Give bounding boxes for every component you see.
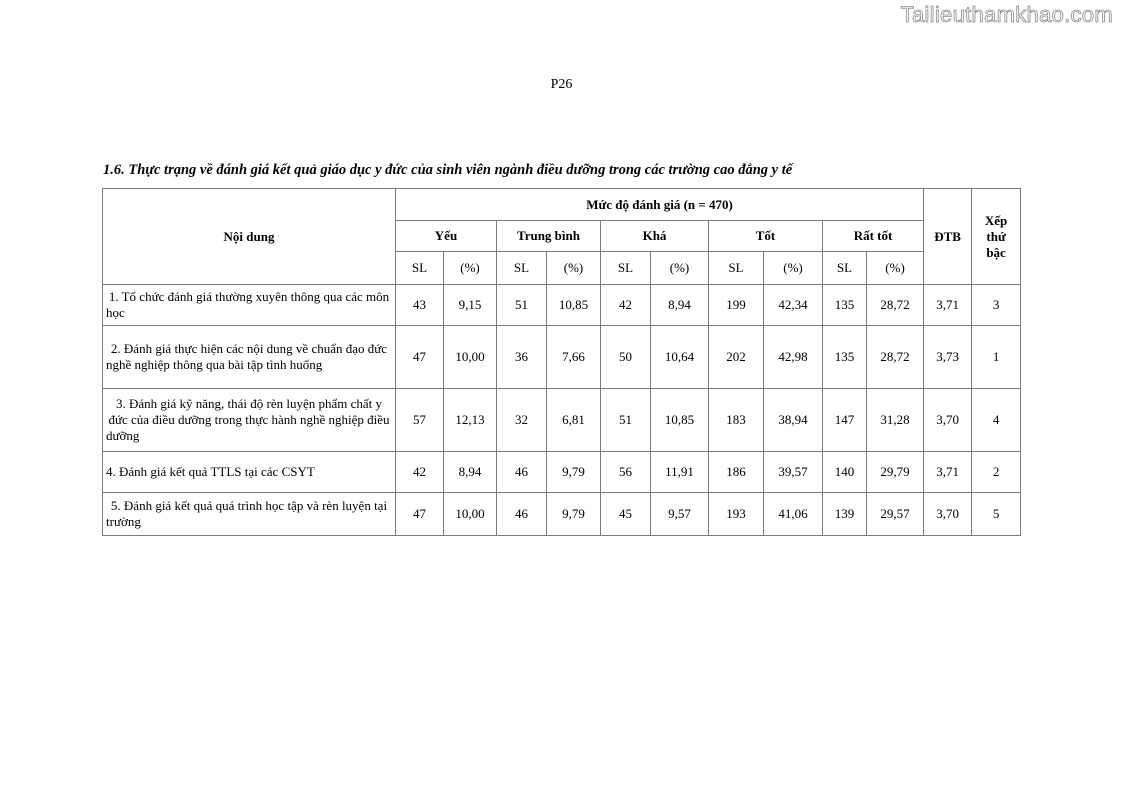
cell-value: 9,15	[444, 285, 497, 326]
cell-value: 202	[709, 326, 764, 389]
cell-value: 39,57	[764, 452, 823, 493]
cell-value: 56	[601, 452, 651, 493]
cell-value: 10,85	[651, 389, 709, 452]
sub-header: SL	[823, 252, 867, 285]
cell-dtb: 3,70	[924, 493, 972, 536]
cell-value: 42,98	[764, 326, 823, 389]
cell-value: 42	[396, 452, 444, 493]
cell-value: 10,85	[547, 285, 601, 326]
table-row	[103, 493, 1021, 536]
sub-header: (%)	[867, 252, 924, 285]
header-rank: Xếp thứ bậc	[972, 189, 1021, 285]
cell-value: 38,94	[764, 389, 823, 452]
cell-rank: 3	[972, 285, 1021, 326]
cell-value: 46	[497, 493, 547, 536]
header-level: Trung bình	[497, 221, 601, 252]
cell-value: 10,00	[444, 326, 497, 389]
table-row	[103, 326, 1021, 389]
watermark: Tailieuthamkhao.com	[900, 2, 1113, 27]
cell-value: 28,72	[867, 285, 924, 326]
evaluation-table	[102, 188, 1021, 536]
cell-value: 42	[601, 285, 651, 326]
cell-rank: 5	[972, 493, 1021, 536]
sub-header: (%)	[444, 252, 497, 285]
cell-value: 10,64	[651, 326, 709, 389]
cell-value: 41,06	[764, 493, 823, 536]
cell-dtb: 3,70	[924, 389, 972, 452]
sub-header: (%)	[764, 252, 823, 285]
cell-rank: 2	[972, 452, 1021, 493]
cell-value: 12,13	[444, 389, 497, 452]
cell-dtb: 3,71	[924, 452, 972, 493]
cell-value: 186	[709, 452, 764, 493]
sub-header: (%)	[651, 252, 709, 285]
cell-value: 57	[396, 389, 444, 452]
header-dtb: ĐTB	[924, 189, 972, 285]
cell-value: 9,79	[547, 452, 601, 493]
cell-dtb: 3,73	[924, 326, 972, 389]
cell-value: 45	[601, 493, 651, 536]
cell-value: 32	[497, 389, 547, 452]
cell-value: 11,91	[651, 452, 709, 493]
cell-value: 43	[396, 285, 444, 326]
cell-value: 51	[497, 285, 547, 326]
sub-header: (%)	[547, 252, 601, 285]
cell-value: 36	[497, 326, 547, 389]
cell-rank: 4	[972, 389, 1021, 452]
sub-header: SL	[601, 252, 651, 285]
page-number: P26	[550, 77, 573, 92]
cell-value: 9,57	[651, 493, 709, 536]
header-row-group	[103, 189, 1021, 221]
row-content: 1. Tổ chức đánh giá thường xuyên thông qua các môn học	[103, 285, 396, 326]
cell-value: 29,57	[867, 493, 924, 536]
header-content: Nội dung	[103, 189, 396, 285]
cell-value: 31,28	[867, 389, 924, 452]
cell-value: 193	[709, 493, 764, 536]
cell-value: 135	[823, 326, 867, 389]
table-row	[103, 285, 1021, 326]
cell-value: 183	[709, 389, 764, 452]
header-rating-group: Mức độ đánh giá (n = 470)	[396, 189, 924, 221]
cell-value: 51	[601, 389, 651, 452]
cell-value: 139	[823, 493, 867, 536]
row-content: 3. Đánh giá kỹ năng, thái độ rèn luyện phẩm chất y đức của điều dưỡng trong thực hành nghề nghiệp điều dưỡng	[103, 389, 396, 452]
cell-value: 29,79	[867, 452, 924, 493]
cell-value: 147	[823, 389, 867, 452]
cell-value: 10,00	[444, 493, 497, 536]
table-row	[103, 389, 1021, 452]
cell-value: 6,81	[547, 389, 601, 452]
sub-header: SL	[497, 252, 547, 285]
cell-value: 8,94	[651, 285, 709, 326]
header-level: Khá	[601, 221, 709, 252]
cell-value: 9,79	[547, 493, 601, 536]
cell-rank: 1	[972, 326, 1021, 389]
header-level: Tốt	[709, 221, 823, 252]
row-content: 4. Đánh giá kết quả TTLS tại các CSYT	[103, 452, 396, 493]
cell-value: 199	[709, 285, 764, 326]
cell-value: 28,72	[867, 326, 924, 389]
cell-value: 46	[497, 452, 547, 493]
cell-value: 140	[823, 452, 867, 493]
section-title: 1.6. Thực trạng về đánh giá kết quả giáo dục y đức của sinh viên ngành điều dưỡng trong các trường cao đẳng y tế	[103, 162, 793, 178]
sub-header: SL	[709, 252, 764, 285]
cell-dtb: 3,71	[924, 285, 972, 326]
table-row	[103, 452, 1021, 493]
cell-value: 135	[823, 285, 867, 326]
header-level: Yếu	[396, 221, 497, 252]
header-level: Rất tốt	[823, 221, 924, 252]
sub-header: SL	[396, 252, 444, 285]
cell-value: 7,66	[547, 326, 601, 389]
cell-value: 50	[601, 326, 651, 389]
row-content: 5. Đánh giá kết quả quá trình học tập và rèn luyện tại trường	[103, 493, 396, 536]
cell-value: 47	[396, 493, 444, 536]
cell-value: 42,34	[764, 285, 823, 326]
cell-value: 47	[396, 326, 444, 389]
row-content: 2. Đánh giá thực hiện các nội dung về chuẩn đạo đức nghề nghiệp thông qua bài tập tình huống	[103, 326, 396, 389]
cell-value: 8,94	[444, 452, 497, 493]
